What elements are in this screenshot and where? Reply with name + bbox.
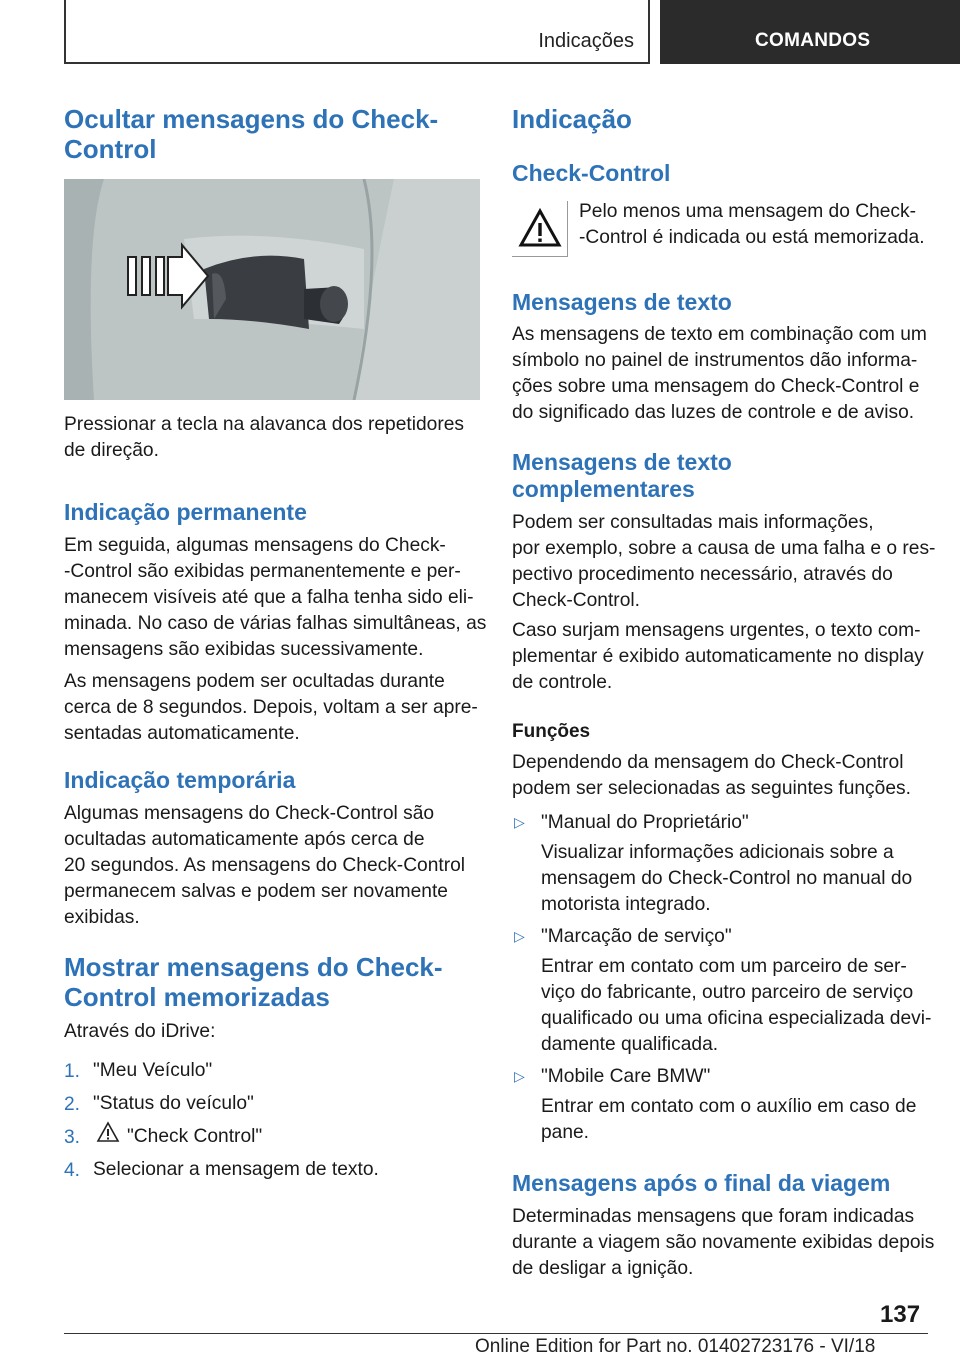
step-text: "Meu Veículo": [93, 1060, 213, 1081]
perm2-line-3: sentadas automaticamente.: [64, 723, 300, 744]
bullet-line: damente qualificada.: [541, 1034, 719, 1055]
msg-line-1: As mensagens de texto em combinação com um: [512, 324, 927, 345]
stalk-button-illustration: [64, 179, 480, 400]
heading-mostrar: Mostrar mensagens do Check-: [64, 952, 443, 982]
caption-line-2: de direção.: [64, 440, 159, 461]
heading-indicacao-temporaria: Indicação temporária: [64, 767, 296, 793]
cc-line-1: Pelo menos uma mensagem do Check-: [579, 201, 917, 222]
final-line-2: durante a viagem são novamente exibidas depois: [512, 1232, 935, 1253]
bullet-title: "Marcação de serviço": [541, 926, 732, 947]
idrive-intro: Através do iDrive:: [64, 1021, 216, 1042]
bullet-title: "Manual do Proprietário": [541, 812, 749, 833]
heading-mostrar-2: Control memorizadas: [64, 982, 330, 1012]
comp-line-3: pectivo procedimento necessário, através do: [512, 564, 893, 585]
temp-line-1: Algumas mensagens do Check-Control são: [64, 803, 435, 824]
bullet-triangle-icon: ▷: [514, 814, 525, 830]
bullet-title: "Mobile Care BMW": [541, 1066, 711, 1087]
msg-line-2: símbolo no painel de instrumentos dão informa-: [512, 350, 918, 371]
temp-line-4: permanecem salvas e podem ser novamente: [64, 881, 448, 902]
heading-mensagens-texto: Mensagens de texto: [512, 289, 732, 315]
bullet-line: Entrar em contato com o auxílio em caso de: [541, 1096, 917, 1117]
bullet-line: qualificado ou uma oficina especializada devi-: [541, 1008, 932, 1029]
warning-triangle-icon: [512, 201, 568, 257]
perm2-line-2: cerca de 8 segundos. Depois, voltam a ser apre-: [64, 697, 478, 718]
step-number: 2.: [64, 1094, 81, 1115]
bullet-line: Entrar em contato com um parceiro de ser-: [541, 956, 907, 977]
bullet-line: Visualizar informações adicionais sobre a: [541, 842, 894, 863]
final-line-3: de desligar a ignição.: [512, 1258, 694, 1279]
heading-complementares-1: Mensagens de texto: [512, 449, 732, 475]
bullet-line: viço do fabricante, outro parceiro de serviço: [541, 982, 914, 1003]
step-text: "Status do veículo": [93, 1093, 254, 1114]
temp-line-2: ocultadas automaticamente após cerca de: [64, 829, 425, 850]
heading-complementares-2: complementares: [512, 476, 695, 502]
bullet-line: mensagem do Check-Control no manual do: [541, 868, 913, 889]
comp2-line-3: de controle.: [512, 672, 613, 693]
header-section-tab: [64, 0, 650, 64]
step-text: Selecionar a mensagem de texto.: [93, 1159, 379, 1180]
warning-box: [512, 201, 568, 257]
caption-line-1: Pressionar a tecla na alavanca dos repetidores: [64, 414, 464, 435]
perm-line-1: Em seguida, algumas mensagens do Check-: [64, 535, 446, 556]
heading-final-viagem: Mensagens após o final da viagem: [512, 1170, 891, 1196]
heading-indicacao: Indicação: [512, 104, 632, 134]
func-line-2: podem ser selecionadas as seguintes funções.: [512, 778, 911, 799]
comp-line-2: por exemplo, sobre a causa de uma falha e o res-: [512, 538, 936, 559]
heading-indicacao-permanente: Indicação permanente: [64, 499, 307, 525]
perm-line-2: -Control são exibidas permanentemente e per-: [64, 561, 461, 582]
perm-line-5: mensagens são exibidas sucessivamente.: [64, 639, 424, 660]
final-line-1: Determinadas mensagens que foram indicadas: [512, 1206, 915, 1227]
step-text: "Check Control": [127, 1126, 263, 1147]
comp-line-1: Podem ser consultadas mais informações,: [512, 512, 874, 533]
msg-line-3: ções sobre uma mensagem do Check-Control e: [512, 376, 920, 397]
footer-edition: Online Edition for Part no. 01402723176 - VI/18: [475, 1336, 876, 1357]
msg-line-4: do significado das luzes de controle e de aviso.: [512, 402, 915, 423]
bullet-line: pane.: [541, 1122, 590, 1143]
step-number: 4.: [64, 1160, 81, 1181]
temp-line-5: exibidas.: [64, 907, 140, 928]
temp-line-3: 20 segundos. As mensagens do Check-Control: [64, 855, 466, 876]
header-section-title: Indicações: [538, 30, 634, 52]
header-chapter-tab: [660, 0, 960, 64]
perm-line-4: minada. No caso de várias falhas simultâneas, as: [64, 613, 487, 634]
func-line-1: Dependendo da mensagem do Check-Control: [512, 752, 904, 773]
bullet-line: motorista integrado.: [541, 894, 711, 915]
step-number: 1.: [64, 1061, 81, 1082]
perm-line-3: manecem visíveis até que a falha tenha sido eli-: [64, 587, 474, 608]
step-number: 3.: [64, 1127, 81, 1148]
comp2-line-1: Caso surjam mensagens urgentes, o texto com-: [512, 620, 921, 641]
comp2-line-2: plementar é exibido automaticamente no display: [512, 646, 924, 667]
footer-divider: [64, 1333, 928, 1334]
warning-triangle-icon: [96, 1121, 120, 1143]
stalk-illustration-svg: [64, 179, 480, 400]
heading-check-control: Check-Control: [512, 160, 671, 186]
page-number: 137: [880, 1301, 921, 1328]
header-chapter-title: COMANDOS: [755, 30, 871, 51]
perm2-line-1: As mensagens podem ser ocultadas durante: [64, 671, 445, 692]
heading-funcoes: Funções: [512, 721, 591, 742]
cc-line-2: -Control é indicada ou está memorizada.: [579, 227, 925, 248]
bullet-triangle-icon: ▷: [514, 1068, 525, 1084]
heading-ocultar: Ocultar mensagens do Check-: [64, 104, 439, 134]
heading-ocultar-2: Control: [64, 134, 157, 164]
comp-line-4: Check-Control.: [512, 590, 640, 611]
bullet-triangle-icon: ▷: [514, 928, 525, 944]
